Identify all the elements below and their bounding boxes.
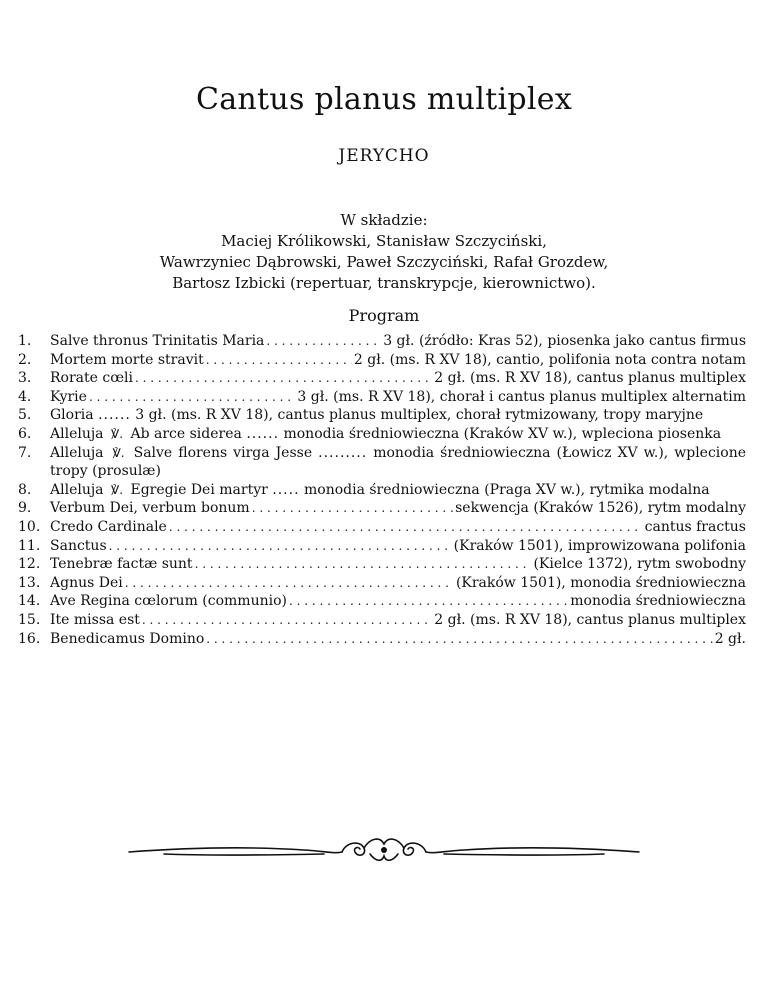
- dot-leader: [109, 537, 452, 556]
- item-title: Kyrie: [50, 388, 87, 405]
- dot-leader: ......: [98, 407, 131, 424]
- item-title: Tenebræ factæ sunt: [50, 556, 193, 573]
- item-description: 3 gł. (ms. R XV 18), chorał i cantus planus multiplex alternatim: [297, 388, 746, 405]
- item-description: (Kraków 1501), improwizowana polifonia: [453, 537, 746, 554]
- versicle-icon: ℣.: [112, 445, 125, 460]
- item-title: Agnus Dei: [50, 574, 123, 591]
- program-item: [18, 332, 746, 351]
- item-number: 16.: [18, 630, 41, 647]
- program-heading: Program: [348, 306, 420, 325]
- item-title: Gloria: [50, 407, 94, 424]
- dot-leader: [206, 630, 712, 649]
- item-description: 2 gł. (ms. R XV 18), cantio, polifonia nota contra notam: [353, 351, 746, 368]
- item-number: 15.: [18, 611, 41, 628]
- item-description: 2 gł. (ms. R XV 18), cantus planus multiplex: [434, 611, 746, 628]
- item-number: 4.: [18, 388, 32, 405]
- item-description: 3 gł. (źródło: Kras 52), piosenka jako cantus firmus: [383, 333, 746, 349]
- program-item: [18, 406, 746, 425]
- page-title: Cantus planus multiplex: [195, 82, 573, 117]
- item-number: 2.: [18, 351, 32, 368]
- item-description: 2 gł. (ms. R XV 18), cantus planus multiplex: [434, 370, 746, 387]
- program-item: [18, 444, 746, 481]
- program-item: [18, 518, 746, 537]
- item-description: sekwencja (Kraków 1526), rytm modalny: [455, 500, 746, 517]
- program-item: [18, 592, 746, 611]
- item-number: 14.: [18, 593, 41, 610]
- item-title: Ave Regina cœlorum (communio): [50, 593, 287, 610]
- program-item: [18, 481, 746, 500]
- item-title: Benedicamus Domino: [50, 630, 205, 647]
- item-description: monodia średniowieczna: [570, 593, 746, 610]
- versicle-icon: ℣.: [111, 482, 124, 497]
- members-line: Maciej Królikowski, Stanisław Szczyciński,: [221, 232, 547, 250]
- item-title: Alleluja: [50, 425, 104, 442]
- versicle-icon: ℣.: [111, 426, 124, 441]
- program-item: [18, 630, 746, 649]
- item-title: Ite missa est: [50, 611, 140, 628]
- item-verse: Ab arce siderea: [130, 425, 242, 442]
- item-title: Salve thronus Trinitatis Maria: [50, 333, 265, 349]
- ensemble-name: JERYCHO: [338, 146, 430, 166]
- item-number: 1.: [18, 333, 32, 349]
- dot-leader: [142, 611, 432, 630]
- item-description: (Kraków 1501), monodia średniowieczna: [455, 574, 746, 591]
- members-line: Bartosz Izbicki (repertuar, transkrypcje, kierownictwo).: [172, 274, 596, 292]
- item-description: monodia średniowieczna (Praga XV w.), rytmika modalna: [303, 481, 710, 498]
- item-title: Credo Cardinale: [50, 518, 167, 535]
- dot-leader: [135, 369, 432, 388]
- program-item: [18, 425, 746, 444]
- item-title: Rorate cœli: [50, 370, 134, 387]
- item-description: 2 gł.: [714, 630, 746, 647]
- item-description: (Kielce 1372), rytm swobodny: [533, 556, 746, 573]
- members-section: [0, 210, 768, 294]
- program-item: [18, 611, 746, 630]
- flourish-divider-icon: [0, 828, 768, 876]
- item-number: 11.: [18, 537, 41, 554]
- dot-leader: ......: [246, 425, 280, 442]
- item-title: Mortem morte stravit: [50, 351, 204, 368]
- dot-leader: [195, 555, 532, 574]
- dot-leader: [89, 388, 295, 407]
- item-number: 3.: [18, 370, 32, 387]
- dot-leader: [169, 518, 643, 537]
- program-item: [18, 499, 746, 518]
- dot-leader: [206, 351, 352, 370]
- program-item: [18, 555, 746, 574]
- dot-leader: .........: [318, 444, 368, 461]
- members-line: Wawrzyniec Dąbrowski, Paweł Szczyciński, Rafał Grozdew,: [159, 253, 609, 271]
- program-item: [18, 574, 746, 593]
- item-verse: Egregie Dei martyr: [130, 481, 268, 498]
- item-title: Verbum Dei, verbum bonum: [50, 500, 250, 517]
- item-description: monodia średniowieczna (Kraków XV w.), wpleciona piosenka: [283, 425, 722, 442]
- dot-leader: [266, 332, 381, 351]
- program-item: [18, 369, 746, 388]
- item-title: Alleluja: [50, 481, 104, 498]
- item-number: 10.: [18, 518, 41, 535]
- item-description: cantus fractus: [644, 518, 746, 535]
- program-item: [18, 537, 746, 556]
- item-number: 6.: [18, 425, 32, 442]
- item-title: Sanctus: [50, 537, 107, 554]
- item-description: 3 gł. (ms. R XV 18), cantus planus multiplex, chorał rytmizowany, tropy maryjne: [135, 407, 704, 424]
- item-title: Alleluja: [50, 444, 104, 461]
- dot-leader: [125, 574, 454, 593]
- item-verse: Salve florens virga Jesse: [133, 444, 313, 461]
- item-number: 8.: [18, 481, 32, 498]
- item-number: 7.: [18, 444, 32, 461]
- item-number: 13.: [18, 574, 41, 591]
- item-number: 12.: [18, 556, 41, 573]
- members-heading: W składzie:: [340, 211, 428, 229]
- item-number: 5.: [18, 407, 32, 424]
- item-description: monodia średniowieczna (Łowicz XV w.), wplecione tropy (prosulæ): [50, 444, 747, 480]
- dot-leader: .....: [272, 481, 300, 498]
- program-item: [18, 351, 746, 370]
- program-list: [18, 332, 746, 648]
- dot-leader: [289, 592, 568, 611]
- item-number: 9.: [18, 500, 32, 517]
- program-item: [18, 388, 746, 407]
- dot-leader: [252, 499, 453, 518]
